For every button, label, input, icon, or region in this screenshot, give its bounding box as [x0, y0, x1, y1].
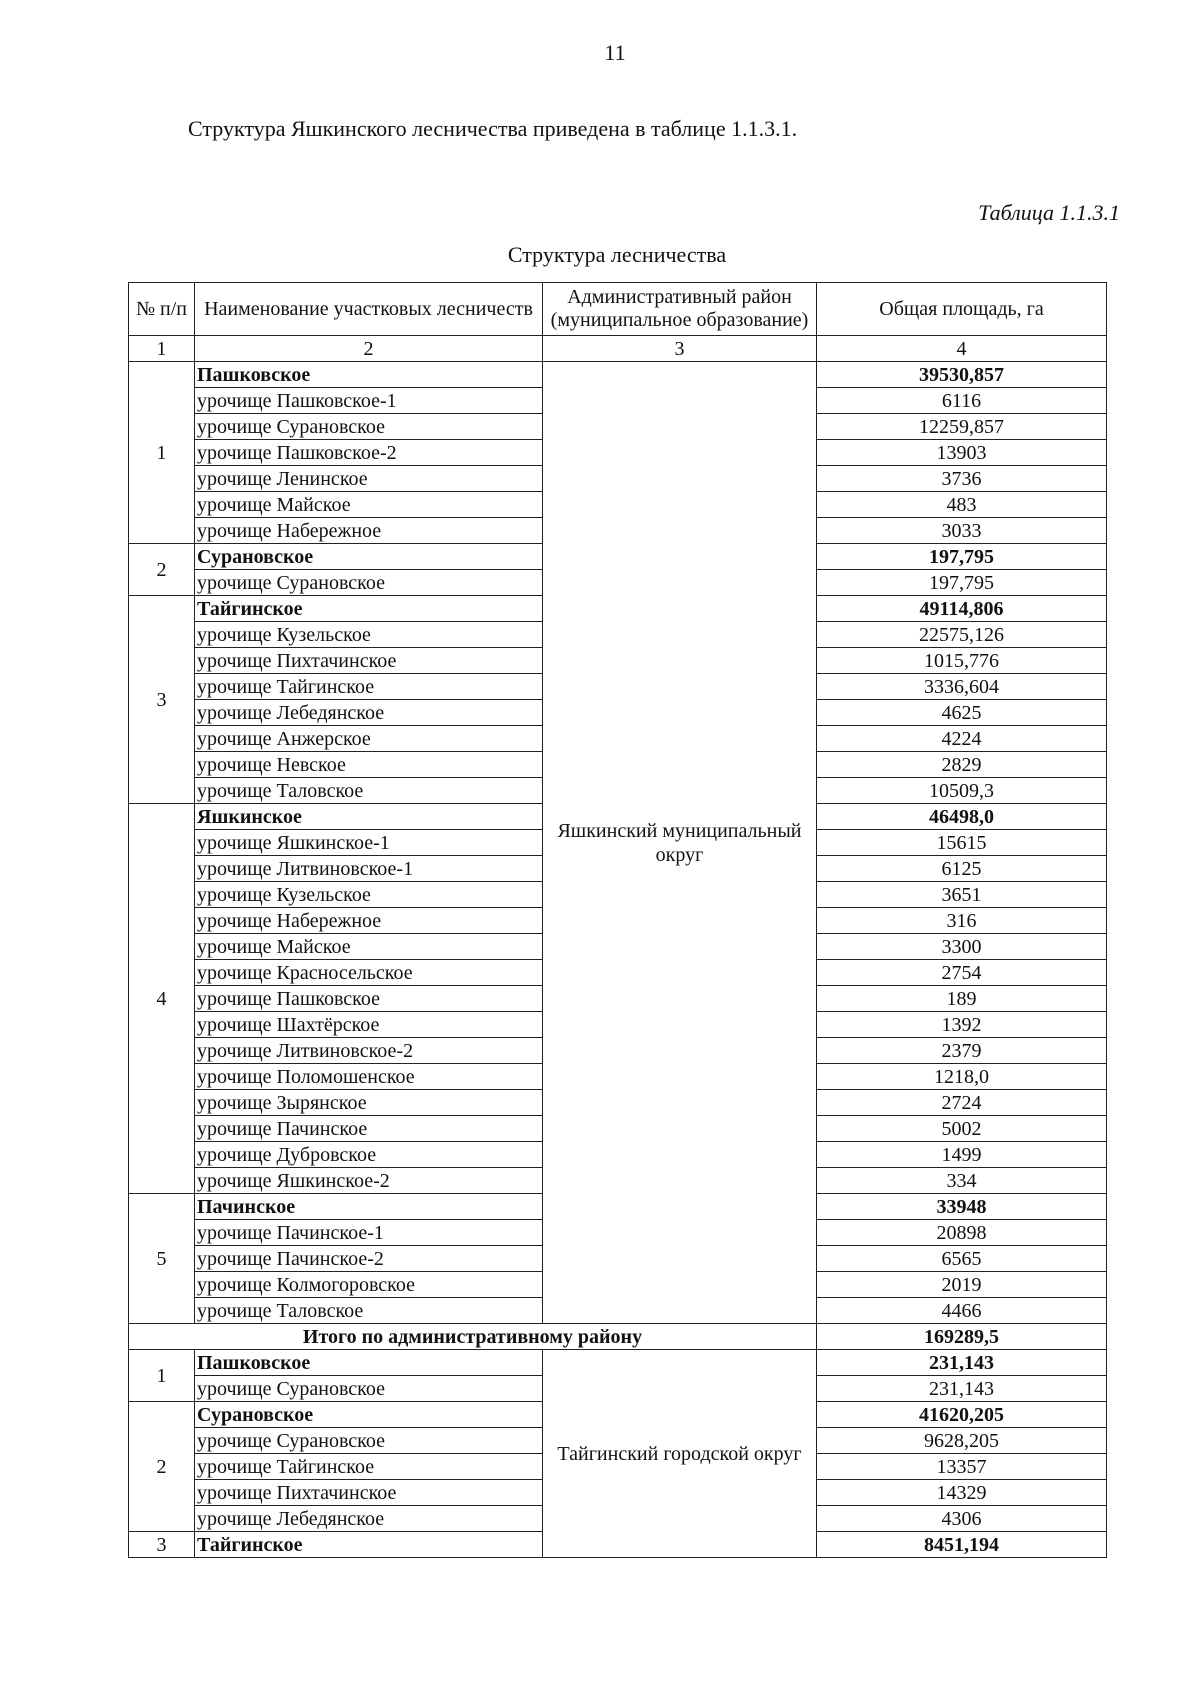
tract-name: урочище Невское [195, 752, 543, 778]
header-area: Общая площадь, га [817, 283, 1107, 336]
tract-area: 4466 [817, 1298, 1107, 1324]
column-index: 3 [543, 336, 817, 362]
header-name: Наименование участковых лесничеств [195, 283, 543, 336]
forestry-area: 231,143 [817, 1350, 1107, 1376]
tract-area: 9628,205 [817, 1428, 1107, 1454]
tract-name: урочище Пашковское-1 [195, 388, 543, 414]
forestry-name: Яшкинское [195, 804, 543, 830]
tract-name: урочище Зырянское [195, 1090, 543, 1116]
tract-area: 12259,857 [817, 414, 1107, 440]
tract-name: урочище Таловское [195, 778, 543, 804]
table-row [129, 1350, 1107, 1376]
forestry-name: Пашковское [195, 362, 543, 388]
tract-name: урочище Лебедянское [195, 700, 543, 726]
tract-name: урочище Майское [195, 934, 543, 960]
row-number: 3 [129, 596, 195, 804]
table-title: Структура лесничества [507, 242, 727, 267]
column-index: 1 [129, 336, 195, 362]
forestry-name: Сурановское [195, 1402, 543, 1428]
row-number: 4 [129, 804, 195, 1194]
tract-name: урочище Кузельское [195, 882, 543, 908]
tract-area: 1218,0 [817, 1064, 1107, 1090]
tract-area: 189 [817, 986, 1107, 1012]
tract-name: урочище Пачинское [195, 1116, 543, 1142]
tract-name: урочище Набережное [195, 908, 543, 934]
tract-name: урочище Яшкинское-2 [195, 1168, 543, 1194]
column-index-row [129, 336, 1107, 362]
tract-name: урочище Пихтачинское [195, 1480, 543, 1506]
tract-name: урочище Яшкинское-1 [195, 830, 543, 856]
tract-name: урочище Сурановское [195, 1428, 543, 1454]
tract-name: урочище Набережное [195, 518, 543, 544]
intro-text: Структура Яшкинского лесничества приведена в таблице 1.1.3.1. [188, 116, 798, 141]
tract-name: урочище Майское [195, 492, 543, 518]
tract-area: 483 [817, 492, 1107, 518]
tract-area: 4625 [817, 700, 1107, 726]
row-number: 2 [129, 544, 195, 596]
district-cell: Тайгинский городской округ [543, 1350, 817, 1558]
tract-name: урочище Ленинское [195, 466, 543, 492]
tract-area: 3651 [817, 882, 1107, 908]
tract-area: 5002 [817, 1116, 1107, 1142]
table-row [129, 362, 1107, 388]
tract-area: 2754 [817, 960, 1107, 986]
row-number: 3 [129, 1532, 195, 1558]
tract-name: урочище Пашковское-2 [195, 440, 543, 466]
forestry-name: Пашковское [195, 1350, 543, 1376]
tract-area: 2019 [817, 1272, 1107, 1298]
forestry-area: 39530,857 [817, 362, 1107, 388]
tract-area: 2724 [817, 1090, 1107, 1116]
page-number: 11 [604, 40, 626, 65]
header-num: № п/п [129, 283, 195, 336]
tract-area: 10509,3 [817, 778, 1107, 804]
row-number: 2 [129, 1402, 195, 1532]
tract-area: 13357 [817, 1454, 1107, 1480]
column-index: 2 [195, 336, 543, 362]
tract-name: урочище Шахтёрское [195, 1012, 543, 1038]
district-cell: Яшкинский муниципальный округ [543, 362, 817, 1324]
forestry-name: Сурановское [195, 544, 543, 570]
tract-name: урочище Сурановское [195, 414, 543, 440]
tract-name: урочище Пачинское-1 [195, 1220, 543, 1246]
tract-area: 6125 [817, 856, 1107, 882]
tract-area: 1392 [817, 1012, 1107, 1038]
tract-name: урочище Лебедянское [195, 1506, 543, 1532]
forestry-area: 33948 [817, 1194, 1107, 1220]
tract-area: 334 [817, 1168, 1107, 1194]
tract-name: урочище Сурановское [195, 1376, 543, 1402]
forestry-area: 8451,194 [817, 1532, 1107, 1558]
tract-name: урочище Литвиновское-1 [195, 856, 543, 882]
tract-name: урочище Колмогоровское [195, 1272, 543, 1298]
tract-name: урочище Тайгинское [195, 674, 543, 700]
tract-area: 3300 [817, 934, 1107, 960]
tract-area: 15615 [817, 830, 1107, 856]
total-label: Итого по административному району [129, 1324, 817, 1350]
column-index: 4 [817, 336, 1107, 362]
tract-name: урочище Кузельское [195, 622, 543, 648]
tract-name: урочище Тайгинское [195, 1454, 543, 1480]
tract-area: 13903 [817, 440, 1107, 466]
total-row [129, 1324, 1107, 1350]
row-number: 5 [129, 1194, 195, 1324]
tract-name: урочище Анжерское [195, 726, 543, 752]
tract-area: 4224 [817, 726, 1107, 752]
tract-area: 3336,604 [817, 674, 1107, 700]
tract-name: урочище Сурановское [195, 570, 543, 596]
forestry-area: 197,795 [817, 544, 1107, 570]
row-number: 1 [129, 362, 195, 544]
tract-area: 231,143 [817, 1376, 1107, 1402]
tract-area: 6116 [817, 388, 1107, 414]
forestry-name: Тайгинское [195, 596, 543, 622]
tract-name: урочище Красносельское [195, 960, 543, 986]
table-label: Таблица 1.1.3.1 [978, 200, 1120, 225]
tract-area: 2379 [817, 1038, 1107, 1064]
tract-area: 197,795 [817, 570, 1107, 596]
forestry-name: Тайгинское [195, 1532, 543, 1558]
tract-area: 316 [817, 908, 1107, 934]
tract-name: урочище Дубровское [195, 1142, 543, 1168]
tract-name: урочище Пачинское-2 [195, 1246, 543, 1272]
tract-area: 3736 [817, 466, 1107, 492]
tract-area: 20898 [817, 1220, 1107, 1246]
forestry-area: 41620,205 [817, 1402, 1107, 1428]
tract-name: урочище Пашковское [195, 986, 543, 1012]
tract-name: урочище Пихтачинское [195, 648, 543, 674]
tract-name: урочище Литвиновское-2 [195, 1038, 543, 1064]
forestry-area: 46498,0 [817, 804, 1107, 830]
tract-area: 4306 [817, 1506, 1107, 1532]
tract-name: урочище Поломошенское [195, 1064, 543, 1090]
total-area: 169289,5 [817, 1324, 1107, 1350]
tract-area: 1499 [817, 1142, 1107, 1168]
tract-area: 2829 [817, 752, 1107, 778]
row-number: 1 [129, 1350, 195, 1402]
forestry-area: 49114,806 [817, 596, 1107, 622]
header-district: Административный район (муниципальное образование) [543, 283, 817, 336]
tract-area: 3033 [817, 518, 1107, 544]
tract-area: 22575,126 [817, 622, 1107, 648]
forestry-structure-table [128, 282, 1107, 1558]
tract-area: 6565 [817, 1246, 1107, 1272]
forestry-name: Пачинское [195, 1194, 543, 1220]
tract-area: 14329 [817, 1480, 1107, 1506]
tract-area: 1015,776 [817, 648, 1107, 674]
table-header-row [129, 283, 1107, 336]
tract-name: урочище Таловское [195, 1298, 543, 1324]
